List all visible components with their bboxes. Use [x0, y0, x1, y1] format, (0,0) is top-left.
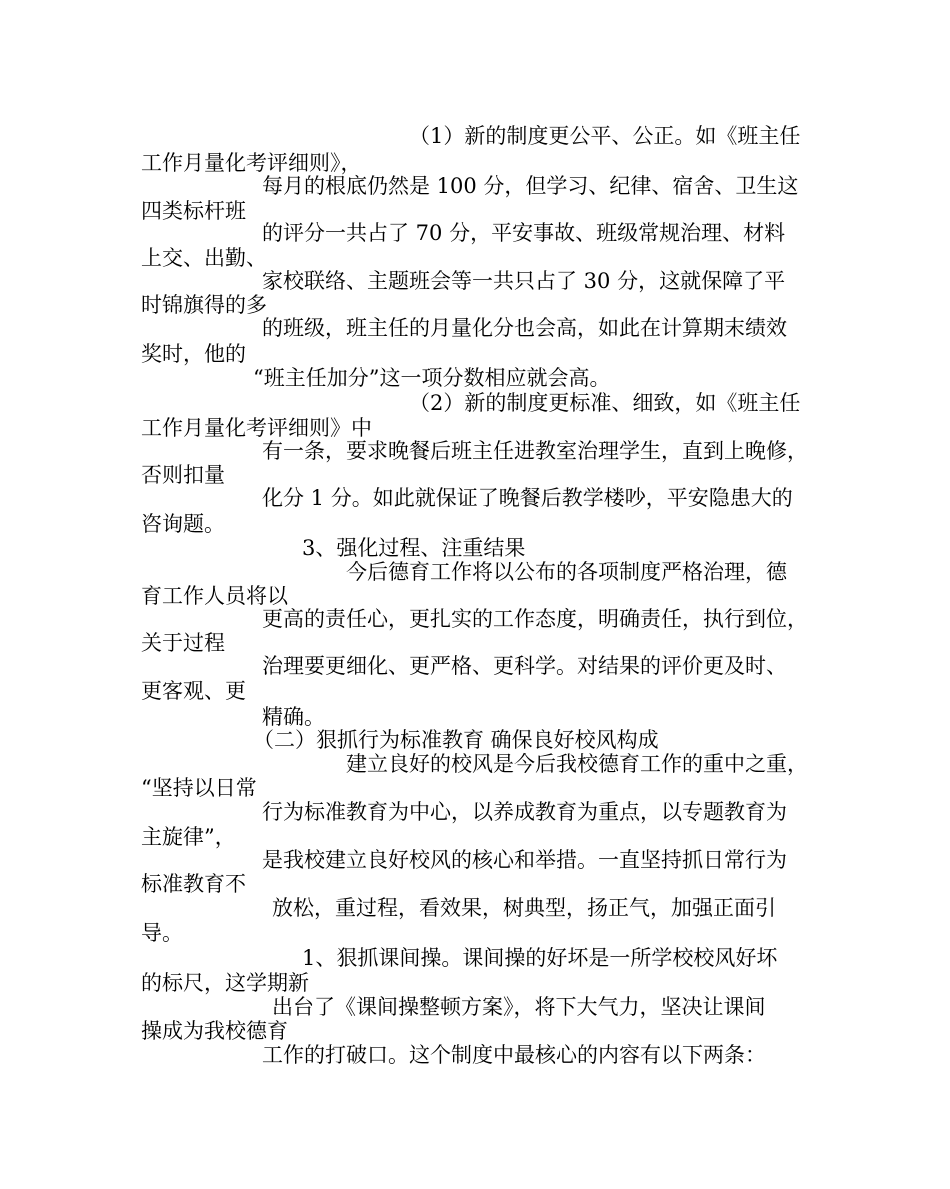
text-line: 标准教育不 [141, 872, 246, 896]
text-line: （2）新的制度更标准、细致，如《班主任 [409, 391, 801, 415]
text-line: 有一条，要求晚餐后班主任进教室治理学生，直到上晚修， [262, 439, 808, 463]
text-line: 行为标准教育为中心，以养成教育为重点，以专题教育为 [262, 800, 787, 824]
section-heading: （二）狠抓行为标准教育 确保良好校风构成 [253, 728, 659, 752]
text-line: 1、狠抓课间操。课间操的好坏是一所学校校风好坏 [302, 946, 778, 970]
text-line: 的评分一共占了 70 分，平安事故、班级常规治理、材料 [262, 221, 786, 245]
text-line: 时锦旗得的多 [141, 293, 267, 317]
text-line: “班主任加分”这一项分数相应就会高。 [253, 366, 611, 390]
text-line: （1）新的制度更公平、公正。如《班主任 [409, 124, 801, 148]
text-line: 咨询题。 [141, 512, 225, 536]
text-line: 育工作人员将以 [141, 584, 288, 608]
text-line: 建立良好的校风是今后我校德育工作的重中之重， [346, 752, 808, 776]
text-line: 工作月量化考评细则》中 [141, 416, 372, 440]
text-line: 治理要更细化、更严格、更科学。对结果的评价更及时、 [262, 654, 787, 678]
text-line: 的班级，班主任的月量化分也会高，如此在计算期末绩效 [262, 316, 787, 340]
text-line: 更高的责任心，更扎实的工作态度，明确责任，执行到位， [262, 607, 808, 631]
text-line: 的标尺，这学期新 [141, 971, 309, 995]
text-line: 更客观、更 [141, 679, 246, 703]
text-line: 精确。 [262, 705, 325, 729]
text-line: 工作的打破口。这个制度中最核心的内容有以下两条： [262, 1043, 766, 1067]
text-line: 四类标杆班 [141, 199, 246, 223]
text-line: 每月的根底仍然是 100 分，但学习、纪律、宿舍、卫生这 [262, 174, 799, 198]
text-line: 放松，重过程，看效果，树典型，扬正气，加强正面引 [272, 896, 776, 920]
text-line: 是我校建立良好校风的核心和举措。一直坚持抓日常行为 [262, 848, 787, 872]
text-line: 导。 [141, 921, 183, 945]
text-line: 关于过程 [141, 631, 225, 655]
text-line: “坚持以日常 [141, 776, 257, 800]
text-line: 出台了《课间操整顿方案》，将下大气力，坚决让课间 [272, 995, 766, 1019]
text-line: 今后德育工作将以公布的各项制度严格治理，德 [346, 560, 787, 584]
text-line: 3、强化过程、注重结果 [302, 536, 526, 560]
text-line: 家校联络、主题班会等一共只占了 30 分，这就保障了平 [262, 269, 786, 293]
text-line: 操成为我校德育 [141, 1019, 288, 1043]
text-line: 主旋律”， [141, 825, 236, 849]
text-line: 奖时，他的 [141, 342, 246, 366]
text-line: 否则扣量 [141, 463, 225, 487]
text-line: 工作月量化考评细则》， [141, 151, 362, 175]
text-line: 化分 1 分。如此就保证了晚餐后教学楼吵，平安隐患大的 [262, 486, 793, 510]
text-line: 上交、出勤、 [141, 246, 267, 270]
